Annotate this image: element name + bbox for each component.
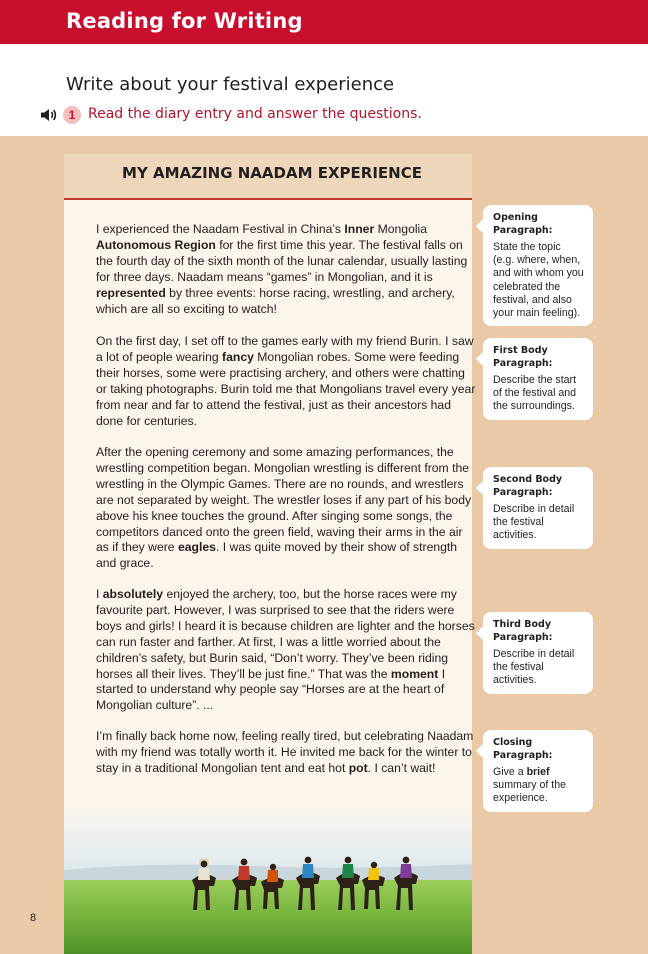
text-run: for the first time this year. The festival falls on the fourth day of the sixth month of the lunar calendar, usually lasting for three days. Naadam means “games” in Mongolian, and it is: [96, 237, 468, 284]
note-text: [493, 374, 584, 414]
note-opening-paragraph: [483, 205, 593, 326]
horse-race-photo: [64, 806, 472, 954]
text-run: Mongolia: [374, 222, 428, 236]
text-run: summary of the experience.: [493, 779, 567, 805]
note-pointer: [476, 481, 483, 495]
page-number: 8: [30, 912, 37, 924]
text-run: I experienced the Naadam Festival in China’s: [96, 222, 345, 236]
diary-title: MY AMAZING NAADAM EXPERIENCE: [122, 164, 422, 182]
note-third-body-paragraph: [483, 612, 593, 694]
note-title: First Body Paragraph:: [493, 345, 553, 369]
note-second-body-paragraph: [483, 467, 593, 549]
note-closing-paragraph: [483, 730, 593, 812]
note-first-body-paragraph: [483, 338, 593, 420]
text-run: Mongolian robes. Some were feeding their horses, some were practising archery, and others were chatting or taking photographs. Burin told me that Mongolians travel every year from near and far to attend the festival, just as their ancestors had done for centuries.: [96, 349, 476, 428]
page-subtitle: Write about your festival experience: [66, 74, 395, 95]
bold-text: brief: [526, 766, 550, 778]
note-pointer: [476, 744, 483, 758]
diary-panel: [64, 154, 476, 954]
bold-text: Autonomous Region: [96, 237, 216, 252]
paragraph-second-body: [96, 445, 476, 572]
text-run: After the opening ceremony and some amazing performances, the wrestling competition began. Mongolian wrestling is different from the wrestling in the Olympic Games. There are no rounds, and wrestlers are not separated by weight. The wrestler loses if any part of his body above his knee touches the ground. After singing some songs, the competitors danced onto the green field, waving their arms in the air as if they were: [96, 445, 472, 555]
note-title: Closing Paragraph:: [493, 737, 553, 761]
text-run: . I can’t wait!: [367, 760, 436, 775]
text-run: On the first day, I set off to the games early with my friend Burin. I saw a lot of people wearing: [96, 334, 474, 364]
paragraph-closing: [96, 729, 476, 777]
note-text: [493, 241, 584, 320]
text-run: Describe in detail the festival activities.: [493, 648, 575, 687]
bold-text: eagles: [177, 540, 216, 555]
bold-text: represented: [96, 285, 166, 300]
bold-text: Inner: [344, 222, 375, 236]
note-pointer: [476, 219, 483, 233]
note-text: [493, 648, 584, 688]
note-pointer: [476, 352, 483, 366]
section-title: Reading for Writing: [66, 9, 303, 33]
paragraph-first-body: [96, 334, 476, 429]
text-run: Give a: [493, 766, 527, 778]
text-run: I: [96, 587, 103, 601]
bold-text: moment: [390, 666, 439, 681]
bold-text: pot: [348, 760, 368, 775]
bold-text: absolutely: [102, 587, 164, 601]
paragraph-third-body: [96, 587, 476, 714]
note-title: Opening Paragraph:: [493, 212, 553, 236]
text-run: . I was quite moved by their show of strength and grace.: [96, 540, 458, 571]
note-title: Third Body Paragraph:: [493, 619, 553, 643]
speaker-icon[interactable]: [40, 108, 58, 122]
text-run: Describe in detail the festival activities.: [493, 503, 575, 542]
instruction-text: Read the diary entry and answer the questions.: [88, 106, 422, 122]
paragraph-opening: [96, 222, 476, 317]
text-run: I’m finally back home now, feeling really tired, but celebrating Naadam with my friend was totally worth it. He invited me back for the winter to stay in a traditional Mongolian tent and eat hot: [96, 729, 474, 775]
note-text: [493, 503, 584, 543]
note-pointer: [476, 626, 483, 640]
exercise-number: 1: [63, 106, 81, 124]
note-text: [493, 766, 584, 806]
text-run: enjoyed the archery, too, but the horse races were my favourite part. However, I was surprised to see that the riders were boys and girls! I heard it is because children are lighter and the horses can run faster and farther. At first, I was a little worried about the children’s safety, but Burin said, “Don’t worry. They’ve been riding horses all their lives. They’ll be just fine.” That was the: [96, 587, 475, 681]
text-run: I started to understand why people say “Horses are at the heart of Mongolian culture”. ...: [96, 666, 446, 713]
text-run: Describe the start of the festival and the surroundings.: [493, 374, 577, 413]
note-title: Second Body Paragraph:: [493, 474, 563, 498]
bold-text: fancy: [222, 349, 254, 364]
diary-rule: [64, 198, 472, 200]
text-run: by three events: horse racing, wrestling, and archery, which are all so exciting to watch!: [96, 285, 455, 316]
text-run: State the topic (e.g. where, when, and with whom you celebrated the festival, and also your main feeling).: [493, 241, 584, 320]
